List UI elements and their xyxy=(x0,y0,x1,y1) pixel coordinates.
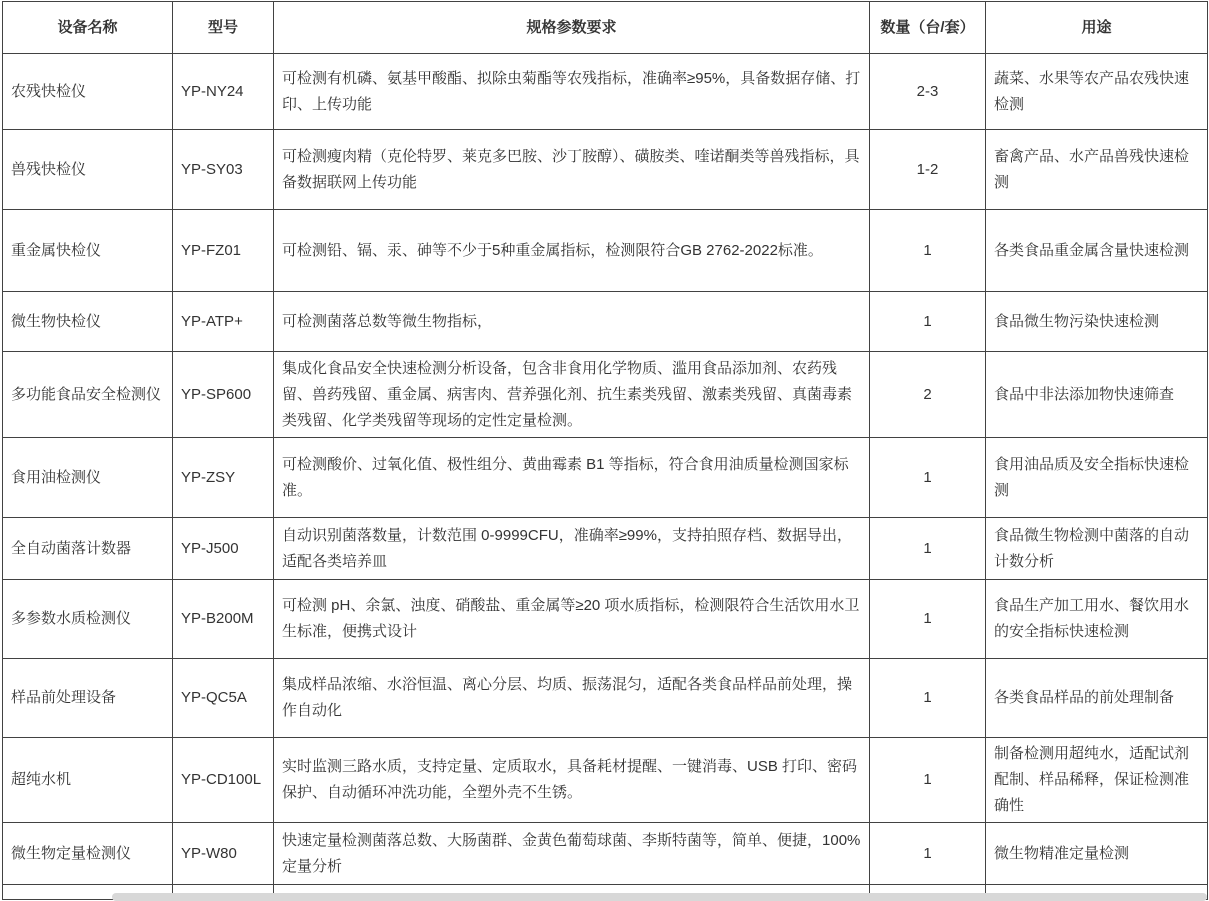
table-row xyxy=(3,130,1208,210)
cell-quantity: 1 xyxy=(870,823,986,885)
col-header-use: 用途 xyxy=(986,2,1208,54)
cell-use: 各类食品重金属含量快速检测 xyxy=(986,210,1208,292)
cell-use: 各类食品样品的前处理制备 xyxy=(986,659,1208,738)
cell-device-name: 样品前处理设备 xyxy=(3,659,173,738)
table-row xyxy=(3,823,1208,885)
cell-quantity: 1-2 xyxy=(870,130,986,210)
cell-model: YP-J500 xyxy=(173,518,274,580)
cell-device-name: 食用油检测仪 xyxy=(3,438,173,518)
cell-use: 食品生产加工用水、餐饮用水的安全指标快速检测 xyxy=(986,580,1208,659)
cell-spec: 自动识别菌落数量，计数范围 0-9999CFU，准确率≥99%，支持拍照存档、数据导出，适配各类培养皿 xyxy=(274,518,870,580)
cell-quantity: 1 xyxy=(870,580,986,659)
cell-spec: 可检测瘦肉精（克伦特罗、莱克多巴胺、沙丁胺醇）、磺胺类、喹诺酮类等兽残指标，具备数据联网上传功能 xyxy=(274,130,870,210)
cell-use: 制备检测用超纯水，适配试剂配制、样品稀释，保证检测准确性 xyxy=(986,738,1208,823)
cell-model: YP-FZ01 xyxy=(173,210,274,292)
cell-quantity: 1 xyxy=(870,518,986,580)
col-header-quantity: 数量（台/套） xyxy=(870,2,986,54)
cell-quantity: 2 xyxy=(870,352,986,438)
cell-model: YP-ATP+ xyxy=(173,292,274,352)
cell-quantity: 1 xyxy=(870,738,986,823)
equipment-spec-table xyxy=(2,1,1208,900)
table-row xyxy=(3,210,1208,292)
cell-model: YP-B200M xyxy=(173,580,274,659)
cell-use: 食品微生物污染快速检测 xyxy=(986,292,1208,352)
cell-spec: 可检测酸价、过氧化值、极性组分、黄曲霉素 B1 等指标，符合食用油质量检测国家标准。 xyxy=(274,438,870,518)
cell-device-name: 多参数水质检测仪 xyxy=(3,580,173,659)
cell-device-name: 微生物定量检测仪 xyxy=(3,823,173,885)
table-header-row xyxy=(3,2,1208,54)
cell-spec: 集成样品浓缩、水浴恒温、离心分层、均质、振荡混匀，适配各类食品样品前处理，操作自动化 xyxy=(274,659,870,738)
table-row xyxy=(3,518,1208,580)
cell-use: 畜禽产品、水产品兽残快速检测 xyxy=(986,130,1208,210)
cell-model: YP-ZSY xyxy=(173,438,274,518)
cell-model: YP-W80 xyxy=(173,823,274,885)
cell-spec: 快速定量检测菌落总数、大肠菌群、金黄色葡萄球菌、李斯特菌等，简单、便捷，100%定量分析 xyxy=(274,823,870,885)
cell-spec: 实时监测三路水质，支持定量、定质取水，具备耗材提醒、一键消毒、USB 打印、密码保护、自动循环冲洗功能，全塑外壳不生锈。 xyxy=(274,738,870,823)
cell-model: YP-QC5A xyxy=(173,659,274,738)
table-row xyxy=(3,738,1208,823)
table-row xyxy=(3,352,1208,438)
table-row xyxy=(3,438,1208,518)
cell-spec: 可检测铅、镉、汞、砷等不少于5种重金属指标，检测限符合GB 2762-2022标准。 xyxy=(274,210,870,292)
cell-use: 食品中非法添加物快速筛查 xyxy=(986,352,1208,438)
cell-device-name: 兽残快检仪 xyxy=(3,130,173,210)
col-header-spec: 规格参数要求 xyxy=(274,2,870,54)
cell-use: 微生物精准定量检测 xyxy=(986,823,1208,885)
cell-quantity: 1 xyxy=(870,292,986,352)
cell-device-name: 微生物快检仪 xyxy=(3,292,173,352)
table-row xyxy=(3,54,1208,130)
table-row xyxy=(3,292,1208,352)
cell-device-name: 全自动菌落计数器 xyxy=(3,518,173,580)
cell-model: YP-SY03 xyxy=(173,130,274,210)
cell-spec: 可检测有机磷、氨基甲酸酯、拟除虫菊酯等农残指标，准确率≥95%，具备数据存储、打印、上传功能 xyxy=(274,54,870,130)
cell-use: 蔬菜、水果等农产品农残快速检测 xyxy=(986,54,1208,130)
cell-model: YP-NY24 xyxy=(173,54,274,130)
cell-quantity: 2-3 xyxy=(870,54,986,130)
cell-quantity: 1 xyxy=(870,210,986,292)
cell-model: YP-CD100L xyxy=(173,738,274,823)
cell-device-name: 超纯水机 xyxy=(3,738,173,823)
table-row xyxy=(3,580,1208,659)
cell-spec: 可检测 pH、余氯、浊度、硝酸盐、重金属等≥20 项水质指标，检测限符合生活饮用水卫生标准，便携式设计 xyxy=(274,580,870,659)
cell-device-name: 重金属快检仪 xyxy=(3,210,173,292)
cell-use: 食用油品质及安全指标快速检测 xyxy=(986,438,1208,518)
cell-spec: 集成化食品安全快速检测分析设备，包含非食用化学物质、滥用食品添加剂、农药残留、兽药残留、重金属、病害肉、营养强化剂、抗生素类残留、激素类残留、真菌毒素类残留、化学类残留等现场的定性定量检测。 xyxy=(274,352,870,438)
cell-use: 食品微生物检测中菌落的自动计数分析 xyxy=(986,518,1208,580)
cell-device-name: 农残快检仪 xyxy=(3,54,173,130)
horizontal-scrollbar[interactable] xyxy=(112,893,1207,901)
col-header-model: 型号 xyxy=(173,2,274,54)
table-row xyxy=(3,659,1208,738)
cell-spec: 可检测菌落总数等微生物指标， xyxy=(274,292,870,352)
cell-quantity: 1 xyxy=(870,659,986,738)
cell-device-name: 多功能食品安全检测仪 xyxy=(3,352,173,438)
cell-model: YP-SP600 xyxy=(173,352,274,438)
col-header-device-name: 设备名称 xyxy=(3,2,173,54)
cell-quantity: 1 xyxy=(870,438,986,518)
